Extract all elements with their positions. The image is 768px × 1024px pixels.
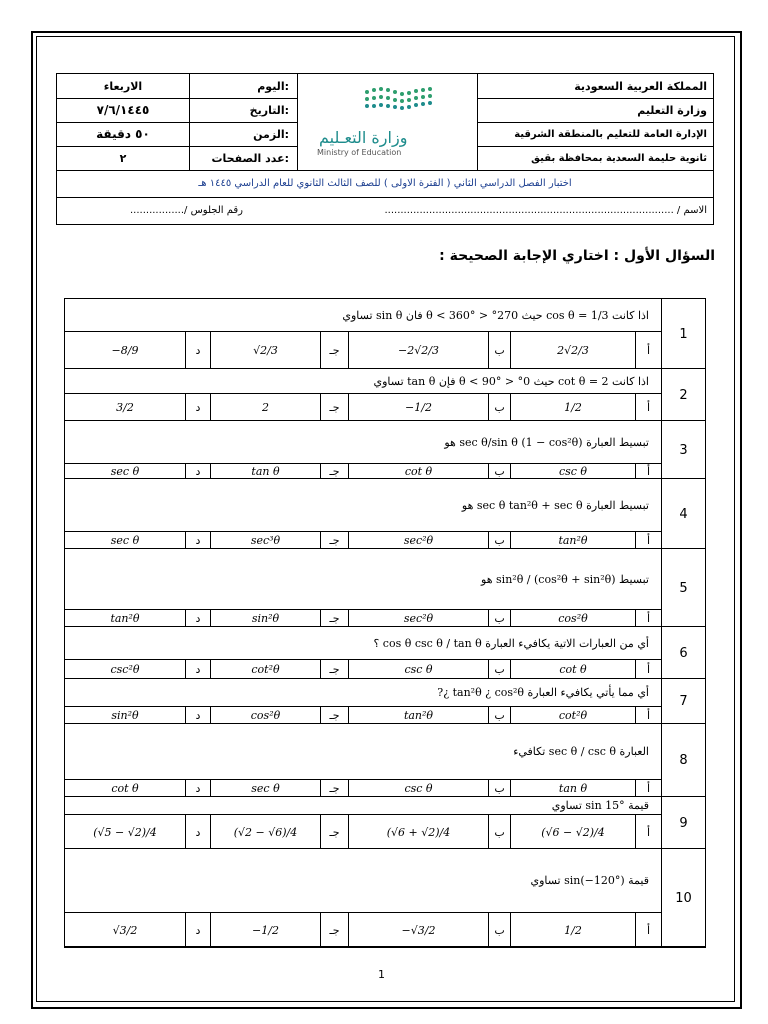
choice-label-cell [635,913,661,947]
choice-label: جـ [329,663,340,676]
choice-label: جـ [329,534,340,547]
choice-value: cot θ [559,663,587,676]
choice-label-cell [185,913,210,947]
choice-label: جـ [329,709,340,722]
answer-option[interactable] [348,610,488,627]
question-text: تبسيط العبارة sec θ tan²θ + sec θ هو [461,498,649,512]
choice-label-cell [635,394,661,421]
choice-label-cell [635,464,661,479]
question-text: تبسيط sin²θ / (cos²θ + sin²θ) هو [481,572,649,586]
choice-label: ب [494,782,505,795]
choice-label: جـ [329,923,340,937]
choice-label: أ [646,825,651,839]
choice-label-cell [488,815,510,849]
kingdom-label: المملكة العربية السعودية [574,79,707,93]
choice-label-cell [185,815,210,849]
choice-value: cos²θ [558,612,588,625]
exam-title: اختبار الفصل الدراسي الثاني ( الفترة الاولى ) للصف الثالث الثانوي للعام الدراسي ١٤٤٥ هـ [198,178,572,189]
choice-value: cot θ [111,782,139,795]
seat-label: رقم الجلوس /................. [130,205,243,216]
choice-value: tan θ [251,465,280,478]
choice-value: 1/2 [564,923,582,937]
question-row [65,797,705,849]
choice-value: cot θ [404,465,433,478]
answer-option[interactable] [65,660,185,679]
choice-label-cell [185,464,210,479]
choice-label: د [195,663,201,676]
answer-option[interactable] [348,332,488,369]
answer-option[interactable] [65,532,185,549]
student-name-field[interactable] [237,197,707,224]
choice-value: cos²θ [250,709,281,722]
choice-label: ب [494,344,505,357]
choice-label: جـ [329,344,340,357]
question-row [65,627,705,679]
answer-option[interactable] [510,332,635,369]
choice-label-cell [185,780,210,797]
question-number: 9 [661,797,705,849]
choice-label: ب [494,825,505,839]
choice-value: csc²θ [110,663,140,676]
question-row [65,299,705,369]
answer-option[interactable] [210,532,320,549]
choice-value: √3/2 [112,923,138,937]
choice-label: د [195,465,201,478]
choice-label: د [195,344,201,357]
choice-value: (√5 − √2)/4 [93,825,157,839]
question-number: 1 [661,299,705,369]
answer-option[interactable] [65,332,185,369]
choice-value: tan²θ [110,612,140,625]
answer-option[interactable] [210,913,320,947]
question-text: أي مما يأتي يكافيء العبارة tan²θ ¿ cos²θ ¿? [437,686,649,699]
answer-option[interactable] [510,707,635,724]
choice-value: sin²θ [251,612,280,625]
choice-label-cell [635,660,661,679]
answer-option[interactable] [510,610,635,627]
choice-label-cell [320,464,348,479]
logo-dots-icon [297,78,477,128]
choice-label: د [195,401,201,414]
pages-label: عدد الصفحات: [211,151,289,165]
choice-value: −8/9 [111,344,139,357]
choice-value: −1/2 [405,401,432,414]
choice-label-cell [320,532,348,549]
choice-value: −1/2 [252,923,279,937]
name-label: الاسم / ........................................................................................... [384,205,707,216]
answer-option[interactable] [210,394,320,421]
choice-value: sec θ [251,782,280,795]
answer-option[interactable] [210,464,320,479]
choice-label: ب [494,534,505,547]
time-value: ٥٠ دقيقة [96,127,150,141]
section-title: السؤال الأول : اختاري الإجابة الصحيحة : [439,248,715,264]
exam-header [56,73,714,225]
choice-label-cell [635,610,661,627]
choice-label: د [195,923,201,937]
choice-label-cell [185,707,210,724]
answer-option[interactable] [65,610,185,627]
school-label: ثانوية حليمة السعدية بمحافظة بقيق [531,152,707,164]
answer-option[interactable] [510,660,635,679]
question-row [65,724,705,797]
answer-option[interactable] [210,610,320,627]
questions-table [64,298,706,948]
choice-label-cell [488,332,510,369]
choice-label: د [195,825,201,839]
choice-label-cell [635,332,661,369]
answer-option[interactable] [65,780,185,797]
choice-label-cell [320,332,348,369]
choice-value: tan²θ [558,534,588,547]
day-label: اليوم: [257,79,289,93]
question-text: اذا كانت cos θ = 1/3 حيث 270° < θ < 360° فان sin θ تساوي [342,308,649,322]
choice-label-cell [488,660,510,679]
choice-value: sec²θ [403,534,434,547]
choice-value: cot²θ [558,709,588,722]
choice-label: ب [494,465,505,478]
choice-label-cell [320,394,348,421]
question-number: 5 [661,549,705,627]
answer-option[interactable] [348,780,488,797]
choice-label: أ [646,534,651,547]
question-row [65,421,705,479]
logo-english-text: Ministry of Education [317,148,402,157]
question-text: قيمة sin 15° تساوي [551,799,649,812]
choice-label-cell [488,532,510,549]
choice-value: tan θ [558,782,588,795]
seat-number-field[interactable] [63,197,243,224]
question-text: قيمة sin(−120°) تساوي [530,874,649,887]
choice-label-cell [185,332,210,369]
choice-label-cell [635,707,661,724]
question-number: 7 [661,679,705,724]
choice-value: cot²θ [251,663,280,676]
choice-value: csc θ [404,663,433,676]
answer-option[interactable] [65,394,185,421]
choice-label-cell [320,707,348,724]
choice-label-cell [488,464,510,479]
choice-label-cell [320,913,348,947]
choice-value: 2√2/3 [557,344,589,357]
answer-option[interactable] [65,913,185,947]
choice-label: ب [494,923,505,937]
question-number: 2 [661,369,705,421]
choice-label: أ [646,663,651,676]
answer-option[interactable] [348,815,488,849]
answer-choices [65,393,661,421]
date-value: ٧/٦/١٤٤٥ [96,103,150,117]
answer-option[interactable] [348,660,488,679]
choice-label: د [195,534,201,547]
choice-label-cell [488,394,510,421]
choice-value: tan²θ [403,709,434,722]
choice-label-cell [320,610,348,627]
answer-choices [65,659,661,679]
answer-option[interactable] [210,815,320,849]
choice-label-cell [185,660,210,679]
answer-option[interactable] [348,913,488,947]
pages-value: ٢ [119,151,127,165]
answer-option[interactable] [65,815,185,849]
answer-option[interactable] [348,464,488,479]
choice-value: sec θ [110,534,140,547]
choice-label: أ [646,344,651,357]
date-label: التاريخ: [249,103,289,117]
answer-choices [65,609,661,627]
choice-value: sec³θ [250,534,281,547]
choice-label-cell [635,532,661,549]
choice-label: ب [494,663,505,676]
choice-label: أ [646,612,651,625]
answer-choices [65,531,661,549]
choice-value: (√6 − √2)/4 [541,825,605,839]
question-number: 6 [661,627,705,679]
answer-option[interactable] [510,394,635,421]
choice-label: جـ [329,782,340,795]
answer-option[interactable] [510,464,635,479]
question-row [65,679,705,724]
answer-option[interactable] [510,913,635,947]
question-number: 4 [661,479,705,549]
choice-label-cell [185,394,210,421]
choice-label: ب [494,709,505,722]
choice-label: أ [646,709,651,722]
choice-label: د [195,782,201,795]
choice-label: أ [646,923,651,937]
question-number: 8 [661,724,705,797]
answer-option[interactable] [510,780,635,797]
answer-option[interactable] [348,532,488,549]
choice-value: √2/3 [253,344,278,357]
choice-label-cell [488,610,510,627]
answer-choices [65,912,661,947]
answer-choices [65,463,661,479]
answer-option[interactable] [210,707,320,724]
question-row [65,549,705,627]
choice-value: −√3/2 [401,923,436,937]
question-text: تبسيط العبارة sec θ/sin θ (1 − cos²θ) هو [444,435,649,449]
choice-value: (√6 + √2)/4 [386,825,451,839]
choice-value: −2√2/3 [398,344,439,357]
ministry-label: وزارة التعليم [637,103,707,117]
answer-option[interactable] [65,464,185,479]
answer-option[interactable] [210,660,320,679]
choice-value: 2 [262,401,269,414]
ministry-logo [297,78,477,168]
choice-value: sin²θ [111,709,139,722]
answer-option[interactable] [510,532,635,549]
answer-option[interactable] [510,815,635,849]
question-row [65,369,705,421]
choice-label-cell [320,815,348,849]
question-text: العبارة sec θ / csc θ تكافيء [513,745,649,758]
answer-option[interactable] [210,780,320,797]
choice-label: جـ [329,401,340,414]
question-number: 3 [661,421,705,479]
choice-value: (√2 − √6)/4 [233,825,298,839]
choice-value: csc θ [558,465,588,478]
choice-label: أ [646,401,651,414]
choice-value: 3/2 [116,401,134,414]
directorate-label: الإدارة العامة للتعليم بالمنطقة الشرقية [514,128,707,140]
answer-option[interactable] [210,332,320,369]
question-text: اذا كانت cot θ = 2 حيث 0° < θ < 90° فإن tan θ تساوي [373,374,649,388]
time-label: الزمن: [253,127,289,141]
choice-label-cell [635,780,661,797]
choice-label-cell [488,913,510,947]
answer-option[interactable] [348,707,488,724]
choice-label: جـ [329,465,340,478]
day-value: الاربعاء [103,79,143,93]
answer-choices [65,779,661,797]
answer-choices [65,814,661,849]
answer-choices [65,331,661,369]
choice-label-cell [320,780,348,797]
answer-option[interactable] [65,707,185,724]
choice-label: جـ [329,612,340,625]
question-row [65,479,705,549]
question-number: 10 [661,849,705,947]
choice-label-cell [488,707,510,724]
choice-value: sec²θ [403,612,434,625]
choice-label-cell [185,532,210,549]
question-text: أي من العبارات الاتية يكافيء العبارة cos θ csc θ / tan θ ؟ [373,636,649,650]
logo-arabic-text: وزارة التعـليم [319,128,408,147]
choice-label-cell [320,660,348,679]
answer-choices [65,706,661,724]
choice-label: أ [646,782,651,795]
choice-label: د [195,612,201,625]
choice-label-cell [488,780,510,797]
page-number: 1 [378,968,385,981]
choice-label-cell [635,815,661,849]
choice-label: ب [494,401,505,414]
choice-label: أ [646,465,651,478]
answer-option[interactable] [348,394,488,421]
choice-value: 1/2 [564,401,582,414]
choice-label-cell [185,610,210,627]
choice-value: csc θ [404,782,433,795]
choice-label: ب [494,612,505,625]
choice-value: sec θ [110,465,140,478]
question-row [65,849,705,947]
choice-label: جـ [329,825,340,839]
choice-label: د [195,709,201,722]
